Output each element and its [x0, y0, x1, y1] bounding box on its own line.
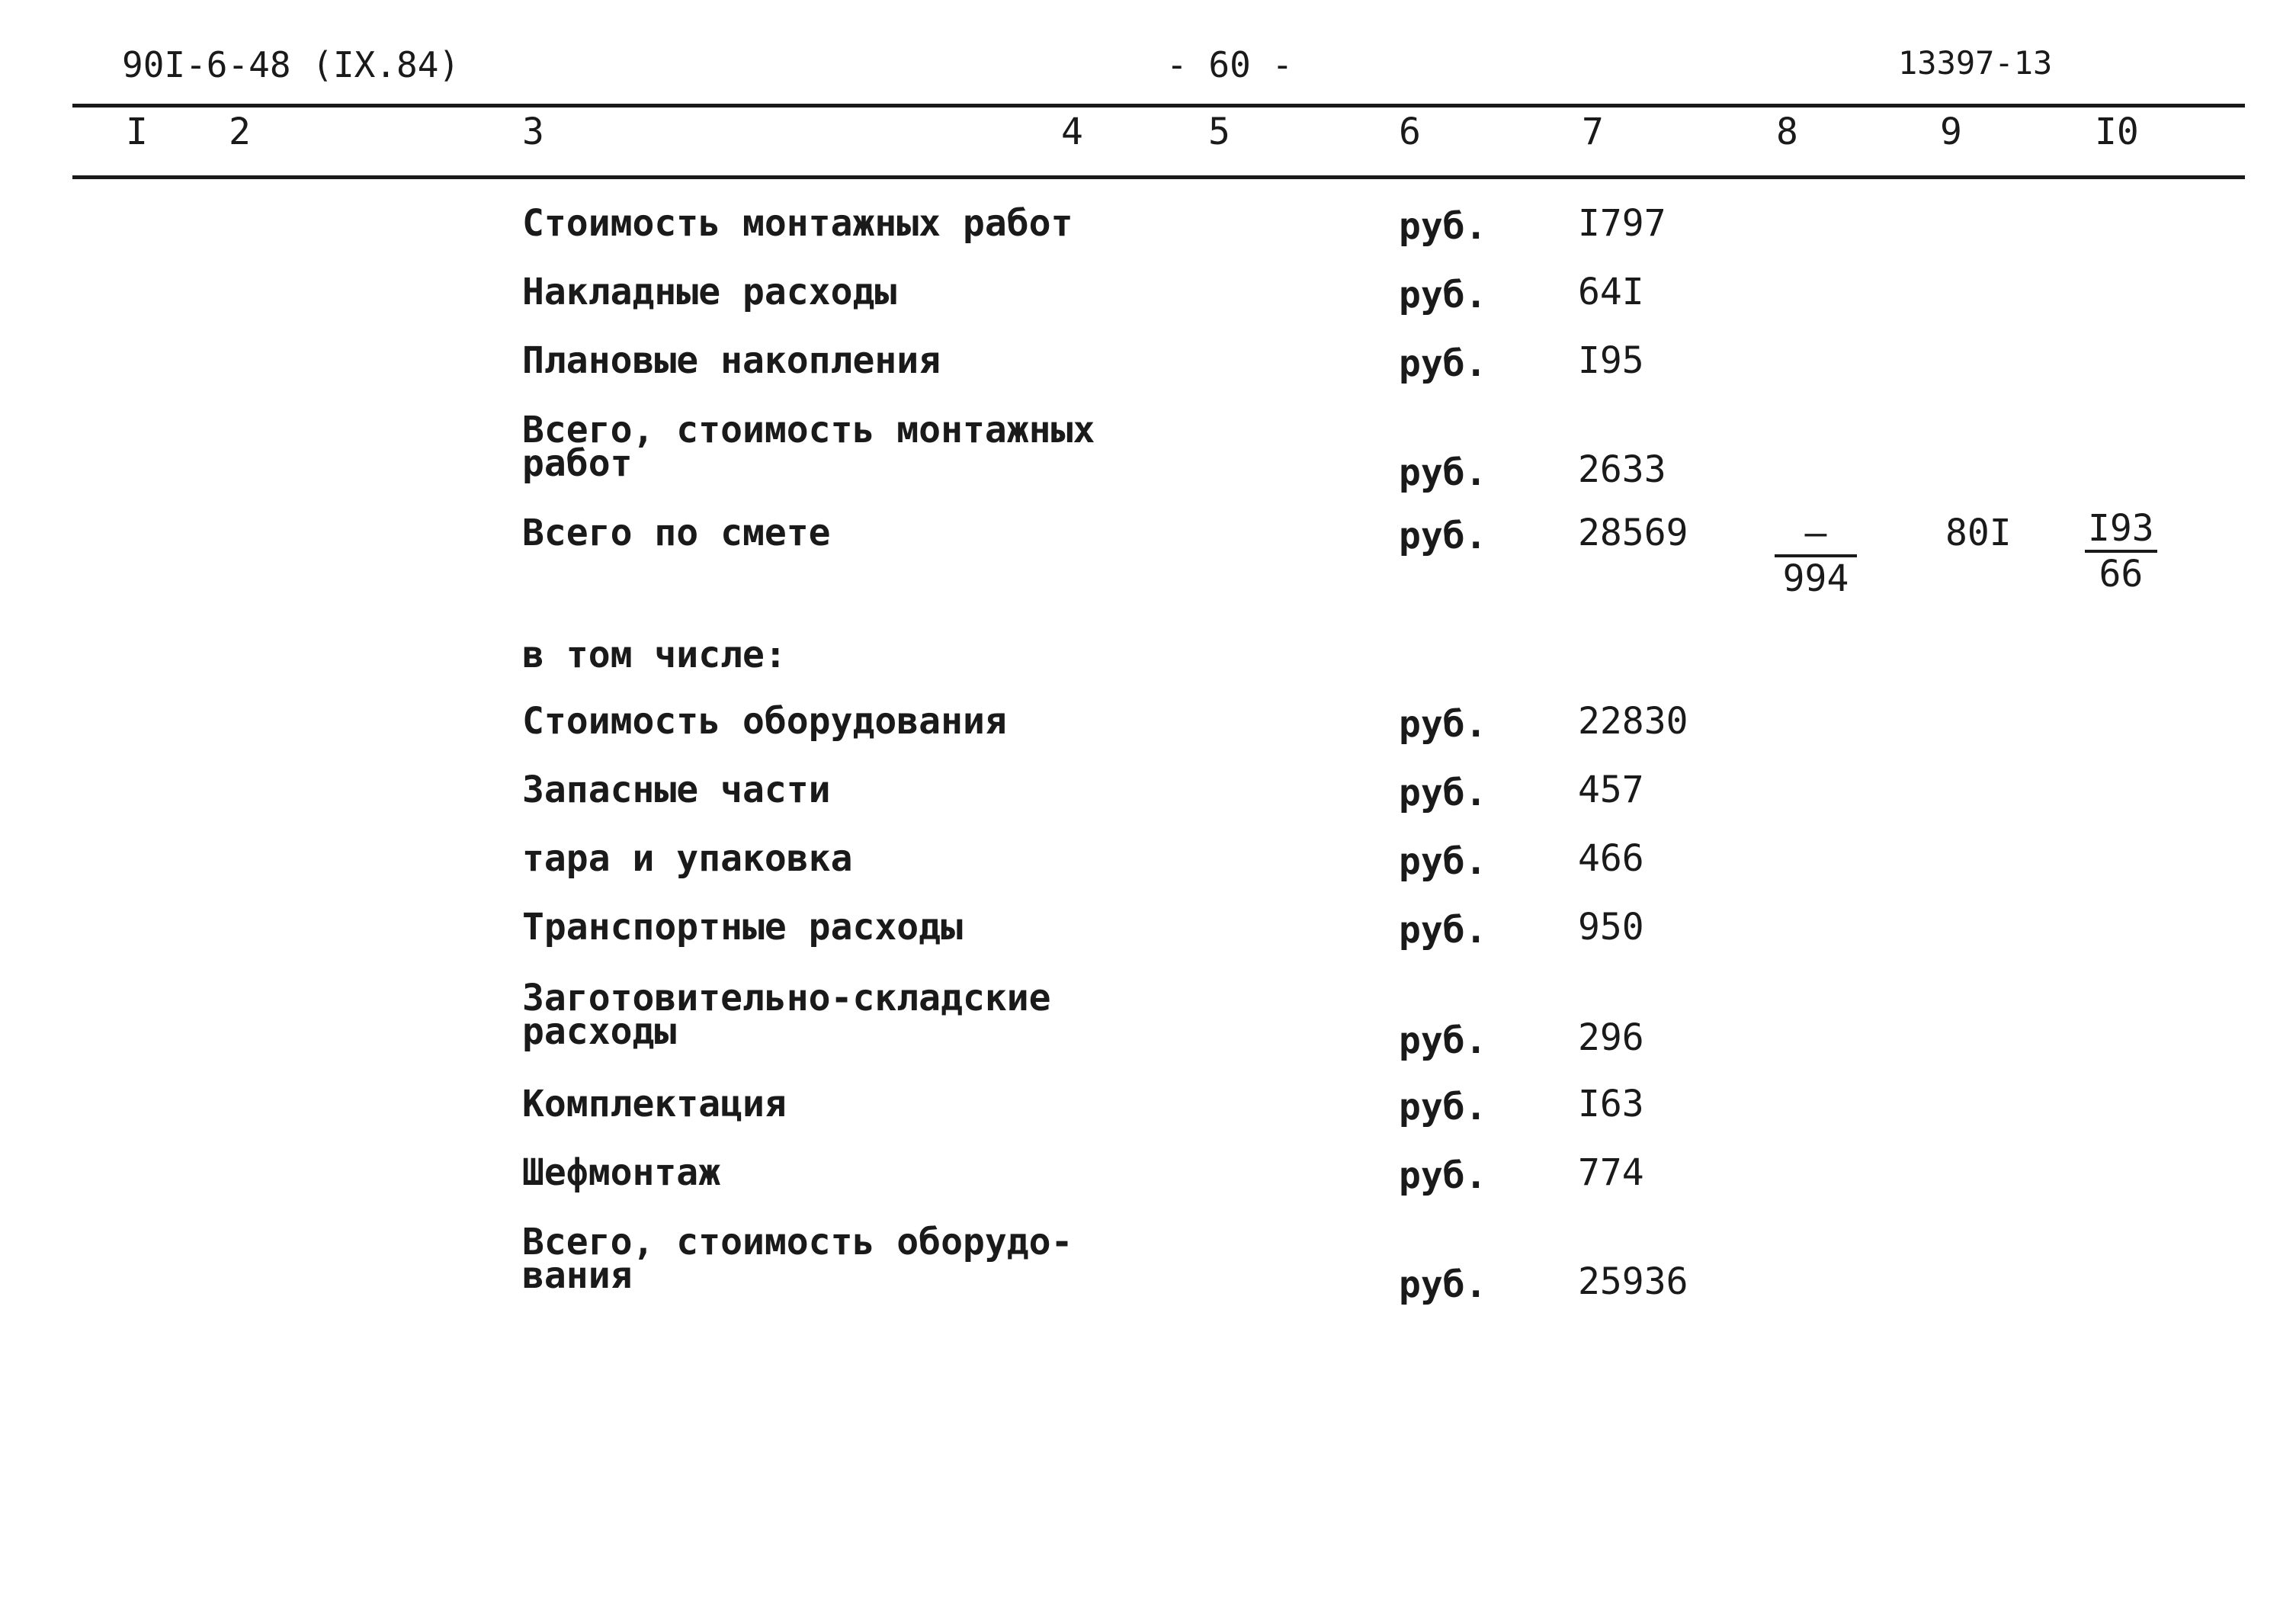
row-description: Всего по смете	[522, 512, 831, 554]
row-value: 25936	[1578, 1260, 1688, 1303]
table-row	[0, 339, 2296, 408]
table-row	[0, 977, 2296, 1064]
column-8-fraction	[1775, 512, 1857, 600]
column-number-6: 6	[1399, 111, 1421, 153]
column-9-value: 80I	[1945, 512, 2012, 554]
row-description: Накладные расходы	[522, 271, 897, 313]
row-unit: руб.	[1399, 451, 1487, 494]
column-10-fraction	[2085, 507, 2157, 595]
column-number-7: 7	[1582, 111, 1604, 153]
table-top-rule	[72, 104, 2245, 108]
row-unit: руб.	[1399, 909, 1487, 952]
row-description: Заготовительно-складские	[522, 977, 1051, 1019]
row-description: Стоимость оборудования	[522, 700, 1007, 743]
row-description: Стоимость монтажных работ	[522, 202, 1073, 245]
document-code: 90I-6-48 (IX.84)	[122, 44, 460, 85]
table-row	[0, 700, 2296, 769]
row-value: 466	[1578, 837, 1644, 880]
table-row	[0, 1221, 2296, 1308]
fraction-numerator: I93	[2085, 507, 2157, 553]
column-number-9: 9	[1940, 111, 1962, 153]
row-value: 296	[1578, 1016, 1644, 1059]
row-unit: руб.	[1399, 274, 1487, 316]
row-value: 64I	[1578, 271, 1644, 313]
row-description-continued: вания	[522, 1254, 633, 1297]
row-value: I797	[1578, 202, 1666, 245]
table-row	[0, 409, 2296, 496]
column-number-5: 5	[1208, 111, 1230, 153]
row-unit: руб.	[1399, 342, 1487, 385]
row-description: тара и упаковка	[522, 837, 853, 880]
row-description: Запасные части	[522, 769, 831, 811]
table-row	[0, 1083, 2296, 1151]
row-description: Всего, стоимость оборудо-	[522, 1221, 1073, 1263]
row-value: I95	[1578, 339, 1644, 382]
row-unit: руб.	[1399, 1019, 1487, 1062]
row-unit: руб.	[1399, 1154, 1487, 1197]
table-row	[0, 769, 2296, 837]
row-description-continued: расходы	[522, 1010, 677, 1053]
table-row	[0, 906, 2296, 974]
row-unit: руб.	[1399, 515, 1487, 557]
row-unit: руб.	[1399, 772, 1487, 814]
table-row	[0, 271, 2296, 339]
row-value: 950	[1578, 906, 1644, 949]
column-number-4: 4	[1061, 111, 1083, 153]
column-number-10: I0	[2095, 111, 2139, 153]
row-description: Транспортные расходы	[522, 906, 963, 949]
row-description: Всего, стоимость монтажных	[522, 409, 1095, 451]
row-description: Плановые накопления	[522, 339, 941, 382]
row-value: 2633	[1578, 448, 1666, 491]
table-row	[0, 202, 2296, 271]
section-subheading: в том числе:	[522, 634, 787, 676]
row-description: Комплектация	[522, 1083, 787, 1125]
fraction-numerator: –	[1775, 512, 1857, 557]
row-unit: руб.	[1399, 1086, 1487, 1128]
row-unit: руб.	[1399, 1263, 1487, 1306]
page-number: - 60 -	[1166, 44, 1294, 85]
row-value: 28569	[1578, 512, 1688, 554]
row-value: I63	[1578, 1083, 1644, 1125]
table-row	[0, 507, 2296, 614]
row-unit: руб.	[1399, 703, 1487, 746]
row-unit: руб.	[1399, 205, 1487, 248]
row-description: Шефмонтаж	[522, 1151, 721, 1194]
table-row	[0, 837, 2296, 906]
column-number-8: 8	[1776, 111, 1798, 153]
row-value: 457	[1578, 769, 1644, 811]
table-row	[0, 629, 2296, 698]
fraction-denominator: 994	[1782, 557, 1849, 600]
row-description-continued: работ	[522, 442, 633, 485]
column-number-3: 3	[522, 111, 544, 153]
inventory-number: 13397-13	[1898, 44, 2053, 82]
row-value: 22830	[1578, 700, 1688, 743]
row-unit: руб.	[1399, 840, 1487, 883]
fraction-denominator: 66	[2099, 553, 2144, 595]
column-number-1: I	[126, 111, 148, 153]
table-header-rule	[72, 175, 2245, 179]
row-value: 774	[1578, 1151, 1644, 1194]
column-number-2: 2	[229, 111, 251, 153]
table-row	[0, 1151, 2296, 1220]
